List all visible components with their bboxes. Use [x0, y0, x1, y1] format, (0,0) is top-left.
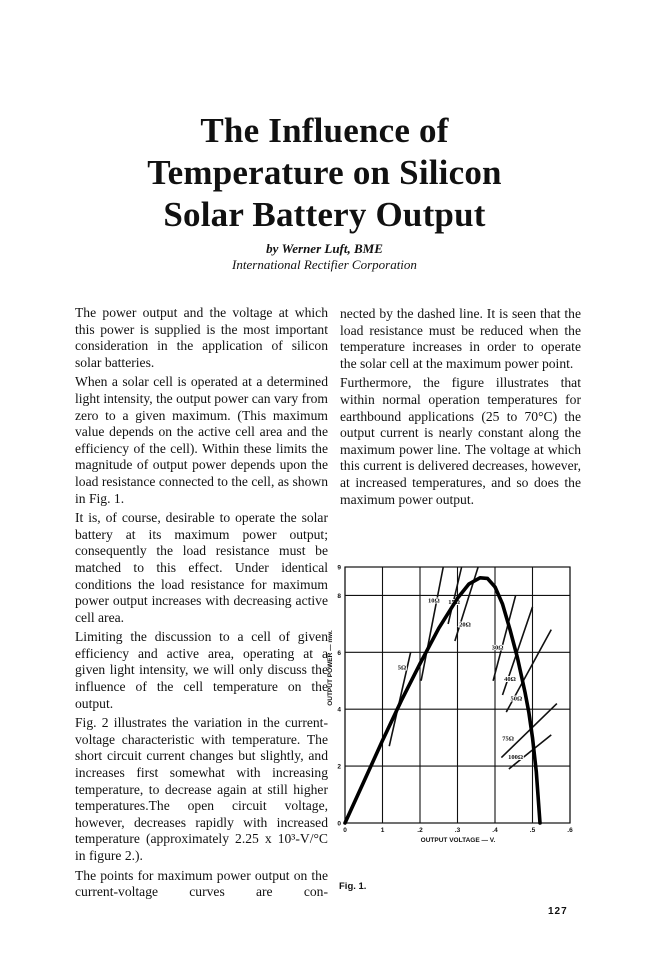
- byline: [0, 241, 649, 273]
- article-title: [0, 110, 649, 236]
- load-line: [509, 735, 551, 769]
- y-tick-label: 0: [337, 820, 341, 828]
- left-column: [75, 305, 328, 904]
- page-number: 127: [548, 906, 568, 917]
- byline-prefix: by: [266, 241, 279, 256]
- paragraph: Furthermore, the figure illustrates that within normal operation temperatures for earthbound applications (25 to 70°C) the output current is nearly constant along the maximum power line. The voltage at which this current is delivered decreases, however, at increased temperatures, and so does the maximum power output.: [340, 375, 581, 507]
- load-line-label: 20Ω: [459, 621, 471, 629]
- paragraph: nected by the dashed line. It is seen that the load resistance must be reduced when the temperature increases in order to operate the solar cell at the maximum power point.: [340, 306, 581, 371]
- load-line-label: 5Ω: [397, 664, 407, 672]
- paragraph: The power output and the voltage at which this power is supplied is the most important consideration in the application of silicon solar batteries.: [75, 305, 328, 370]
- right-column: [340, 306, 581, 511]
- load-line-label: 40Ω: [504, 675, 516, 683]
- paragraph: Fig. 2 illustrates the variation in the current-voltage characteristic with temperature. The short circuit current changes but slightly, and increases first somewhat with increasing temperature, to decrease again at still higher temperatures.The open circuit voltage, however, decreases rapidly with increased temperature (approximately 2.25 x 10³-V/°C in figure 2.).: [75, 715, 328, 863]
- x-tick-label: 0: [343, 827, 347, 834]
- x-tick-label: .6: [567, 827, 573, 834]
- load-line-label: 75Ω: [502, 735, 514, 743]
- load-line-label: 15Ω: [448, 598, 460, 606]
- load-line-label: 50Ω: [510, 695, 523, 703]
- title-line: Temperature on Silicon: [147, 153, 502, 192]
- load-line-label: 100Ω: [508, 754, 524, 761]
- x-tick-label: .5: [529, 827, 536, 834]
- load-line-label: 30Ω: [491, 644, 504, 652]
- figure-1-chart: [318, 556, 580, 846]
- y-tick-label: 2: [337, 763, 341, 771]
- paragraph: The points for maximum power output on the current-voltage curves are con-: [75, 867, 328, 900]
- y-tick-label: 8: [337, 592, 341, 600]
- affiliation: International Rectifier Corporation: [232, 257, 417, 272]
- title-line: The Influence of: [200, 111, 449, 150]
- y-axis-label: OUTPUT POWER — mw.: [327, 630, 334, 706]
- x-tick-label: .3: [454, 827, 461, 834]
- paragraph: Limiting the discussion to a cell of given efficiency and active area, operating at a given light intensity, we will only discuss the influence of the cell temperature on the output.: [75, 629, 328, 711]
- x-tick-label: .2: [417, 827, 423, 834]
- paragraph: It is, of course, desirable to operate the solar battery at its maximum power output; consequently the load resistance must be matched to this effect. Under identical conditions the load resistance for maximum power output increases with decreasing active cell area.: [75, 510, 328, 625]
- author-name: Werner Luft, BME: [281, 241, 383, 256]
- y-tick-label: 6: [337, 649, 341, 657]
- y-tick-label: 9: [337, 564, 341, 572]
- x-axis-label: OUTPUT VOLTAGE — V.: [420, 837, 496, 844]
- y-tick-label: 4: [337, 706, 341, 714]
- x-tick-label: 1: [380, 827, 385, 834]
- paragraph: When a solar cell is operated at a determined light intensity, the output power can vary from zero to a given maximum. (This maximum value depends on the active cell area and the efficiency of the cell). Within these limits the magnitude of output power depends upon the load resistance connected to the cell, as shown in Fig. 1.: [75, 374, 328, 506]
- x-tick-label: .4: [492, 827, 498, 834]
- figure-caption: Fig. 1.: [339, 881, 367, 892]
- title-line: Solar Battery Output: [163, 195, 486, 234]
- load-line-label: 10Ω: [428, 597, 440, 605]
